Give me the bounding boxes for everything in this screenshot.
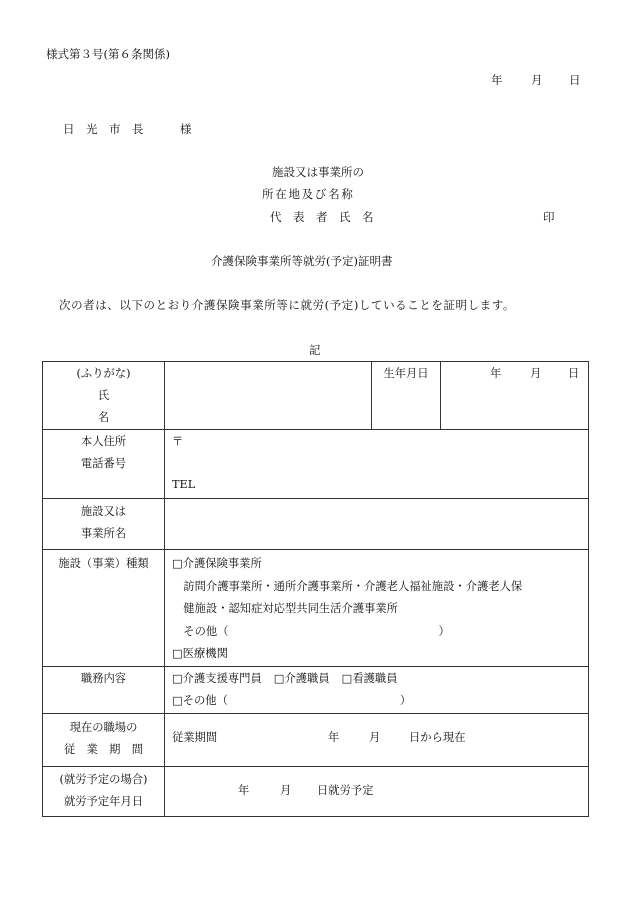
plan-field[interactable] xyxy=(165,766,589,816)
duty-label: 職務内容 xyxy=(43,666,165,713)
applicant-line3: 代 表 者 氏 名 xyxy=(270,210,374,224)
postal-mark: 〒 xyxy=(172,435,184,448)
birth-day: 日 xyxy=(568,367,580,380)
plan-day: 日就労予定 xyxy=(317,783,374,797)
type-other-close: ） xyxy=(438,624,450,638)
plan-row xyxy=(43,766,589,816)
name-label: 氏 名 xyxy=(97,389,186,424)
duty-option-care-staff[interactable]: □介護職員 xyxy=(273,671,330,685)
form-number: 様式第３号(第６条関係) xyxy=(46,47,170,61)
period-year: 年 xyxy=(328,730,340,744)
applicant-line1: 施設又は事業所の xyxy=(272,165,364,179)
certification-statement: 次の者は、以下のとおり介護保険事業所等に就労(予定)していることを証明します。 xyxy=(59,298,515,312)
ki-mark: 記 xyxy=(309,343,321,357)
duty-options xyxy=(165,666,589,713)
addressee-honorific: 様 xyxy=(180,122,192,136)
birth-field[interactable] xyxy=(441,362,589,430)
document-title: 介護保険事業所等就労(予定)証明書 xyxy=(211,254,393,268)
date-day: 日 xyxy=(569,73,581,87)
applicant-line2: 所在地及び名称 xyxy=(262,187,355,201)
furigana-label: (ふりがな) xyxy=(76,367,131,380)
duty-option-care-manager[interactable]: □介護支援専門員 xyxy=(172,671,262,685)
tel-label: TEL xyxy=(172,478,196,491)
type-label: 施設（事業）種類 xyxy=(43,550,165,667)
type-options xyxy=(165,550,589,667)
name-row xyxy=(43,362,589,430)
addressee-city: 日 光 市 長 xyxy=(63,122,144,136)
name-field[interactable] xyxy=(165,362,372,430)
facility-label-line1: 施設又は xyxy=(80,505,127,518)
seal-mark: 印 xyxy=(543,210,555,224)
plan-year: 年 xyxy=(238,783,250,797)
form-table xyxy=(42,361,589,817)
type-option-medical[interactable]: □医療機関 xyxy=(172,647,228,660)
duty-other-open[interactable]: □その他（ xyxy=(172,693,228,707)
facility-label-line2: 事業所名 xyxy=(80,527,127,540)
duty-other-close: ） xyxy=(399,693,412,707)
facility-field[interactable] xyxy=(165,499,589,550)
birth-year: 年 xyxy=(490,367,502,380)
duty-row xyxy=(43,666,589,713)
type-other-open: その他（ xyxy=(183,624,229,638)
type-option-care-insurance[interactable]: □介護保険事業所 xyxy=(172,557,262,570)
period-label-line2: 従 業 期 間 xyxy=(63,742,144,756)
type-option-care-desc2: 健施設・認知症対応型共同生活介護事業所 xyxy=(183,602,398,615)
address-field[interactable] xyxy=(165,430,589,499)
birth-month: 月 xyxy=(530,367,542,380)
plan-month: 月 xyxy=(280,783,292,797)
plan-label-line2: 就労予定年月日 xyxy=(63,794,144,808)
type-option-care-desc1: 訪問介護事業所・通所介護事業所・介護老人福祉施設・介護老人保 xyxy=(183,579,523,593)
type-row xyxy=(43,550,589,667)
date-month: 月 xyxy=(531,73,543,87)
period-from: 日から現在 xyxy=(409,730,466,744)
address-label: 本人住所 xyxy=(80,435,127,448)
period-row xyxy=(43,713,589,766)
plan-label-line1: (就労予定の場合) xyxy=(59,772,148,786)
phone-label: 電話番号 xyxy=(80,457,127,470)
address-row xyxy=(43,430,589,499)
period-month: 月 xyxy=(369,730,381,744)
facility-row xyxy=(43,499,589,550)
birth-label: 生年月日 xyxy=(372,362,441,430)
period-label-line1: 現在の職場の xyxy=(69,720,138,734)
duty-option-nurse[interactable]: □看護職員 xyxy=(341,671,398,685)
date-year: 年 xyxy=(491,73,503,87)
period-text: 従業期間 xyxy=(172,730,218,744)
type-option-other xyxy=(172,621,588,644)
period-field[interactable] xyxy=(165,713,589,766)
